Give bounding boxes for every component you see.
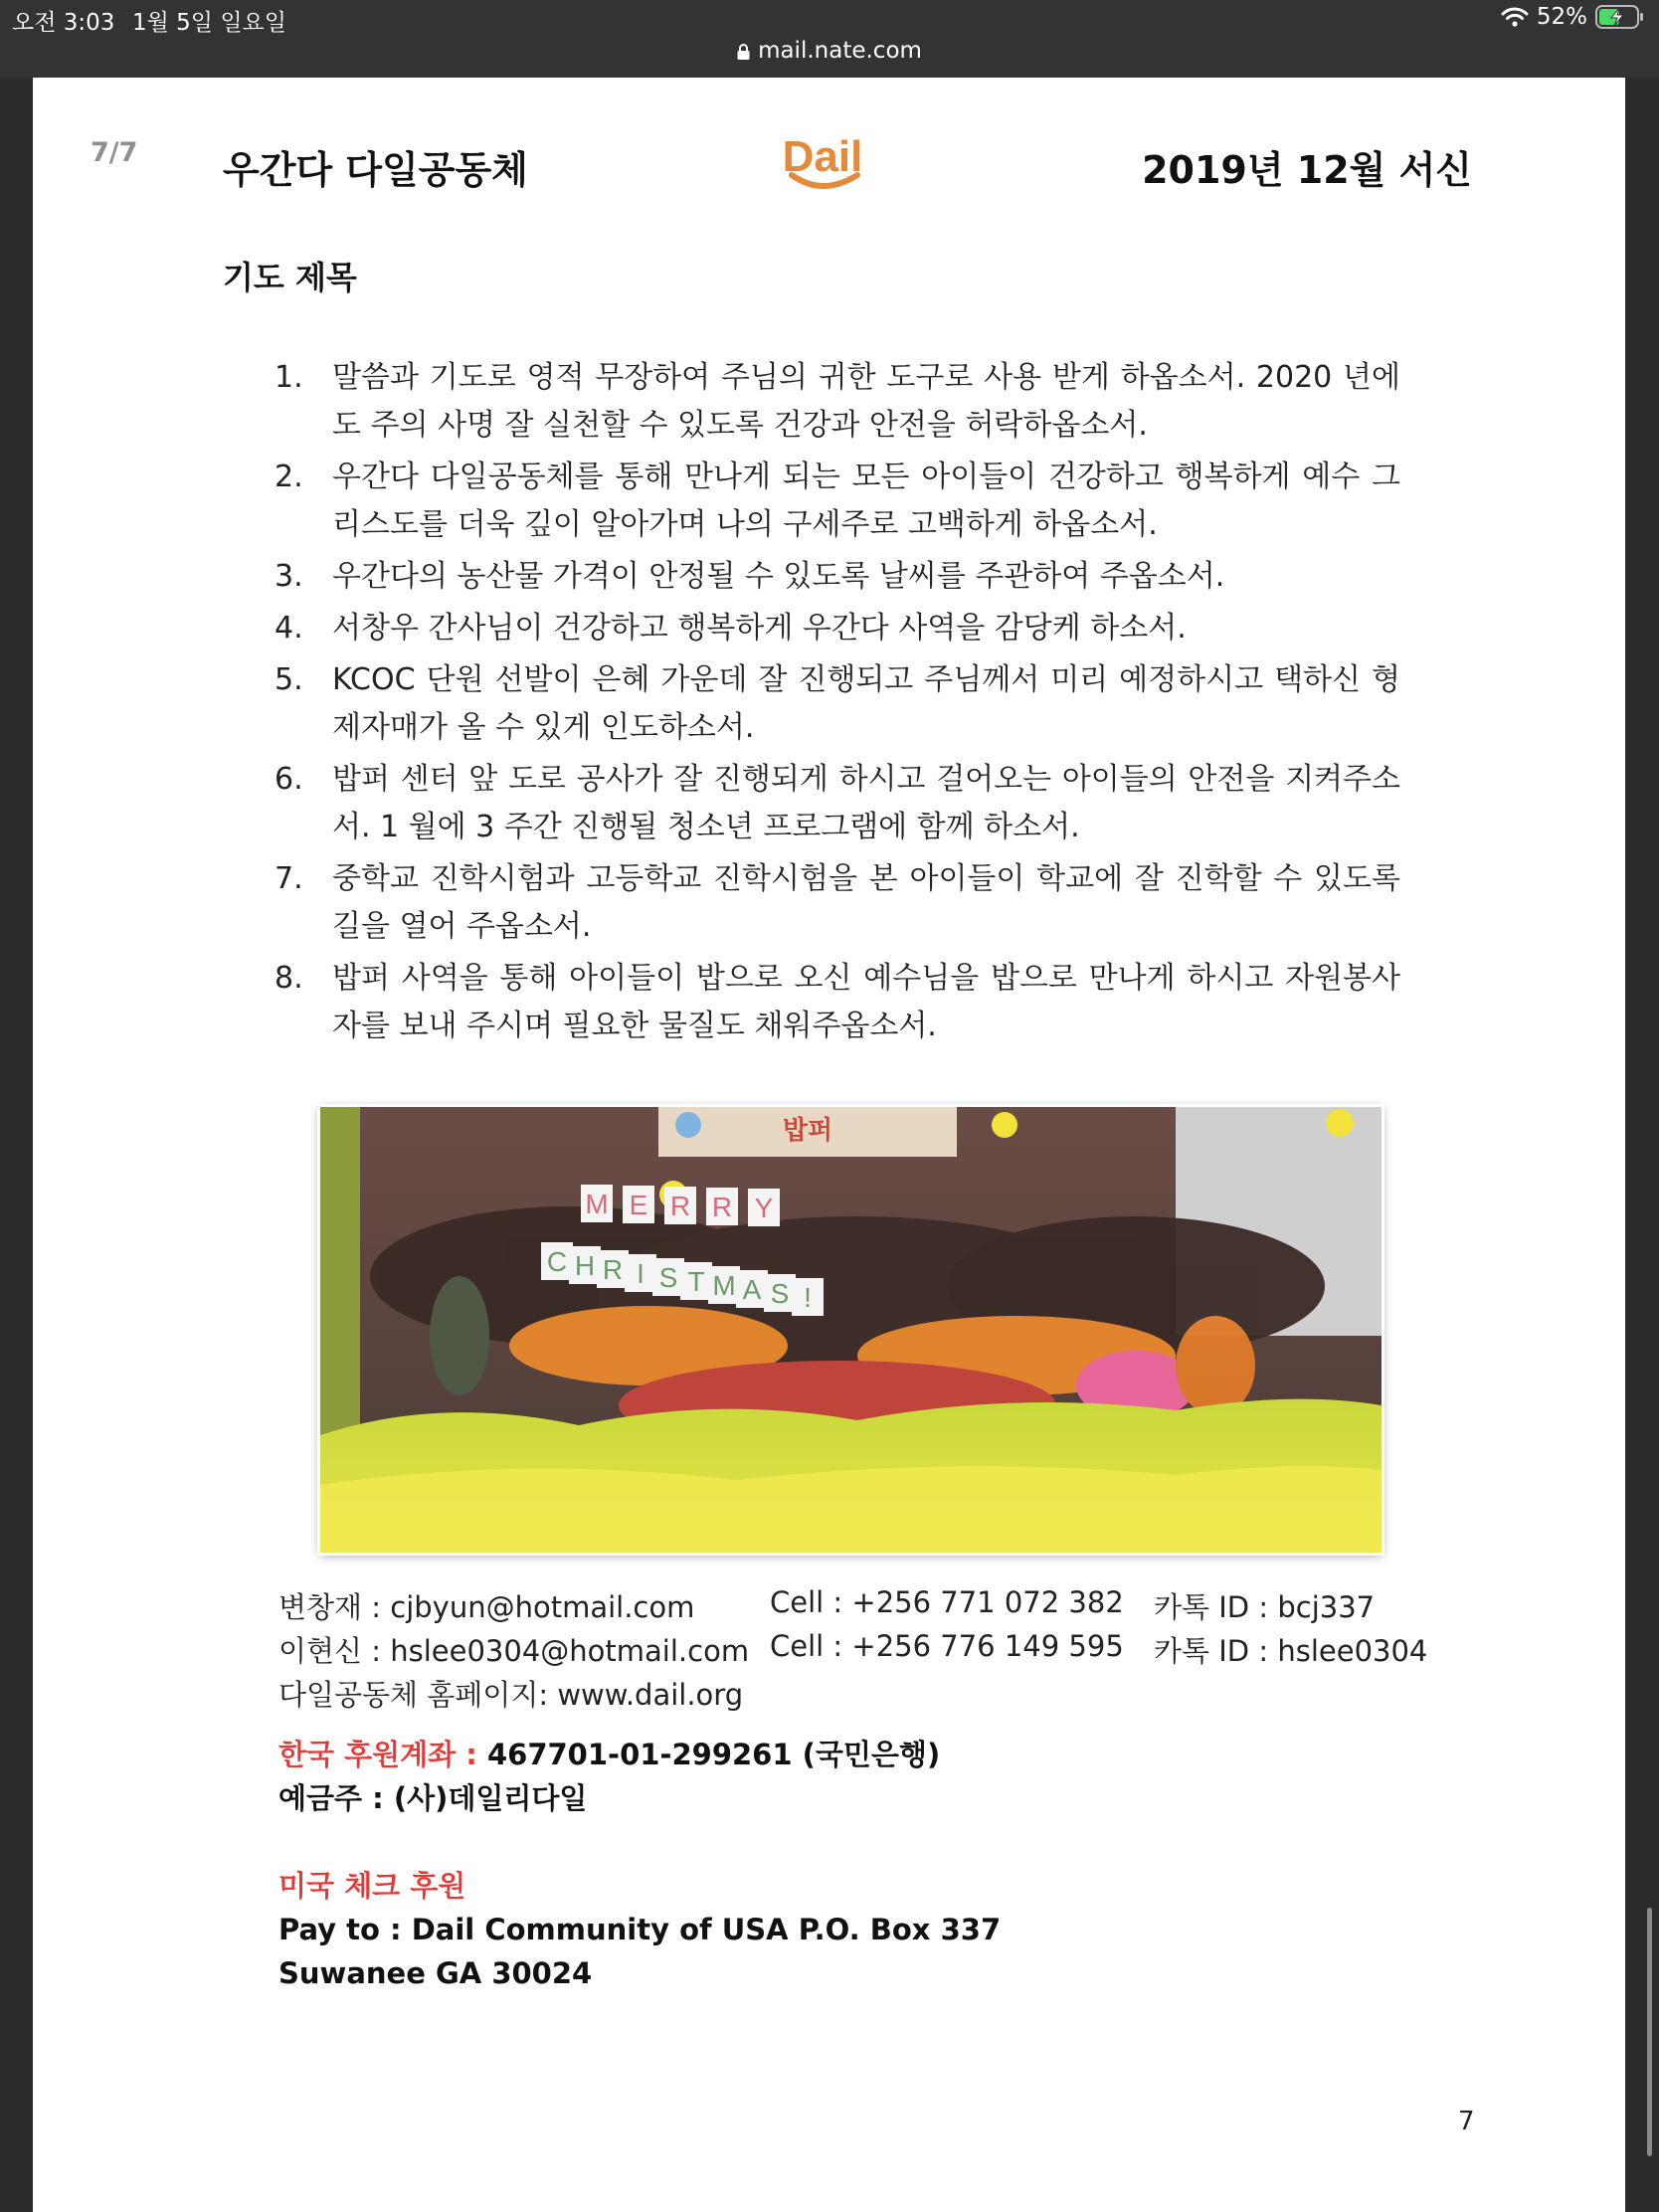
merry-letter-cards [581,1185,780,1226]
letter-card-text: C [546,1246,568,1277]
prayer-text: KCOC 단원 선발이 은혜 가운데 잘 진행되고 주님께서 미리 예정하시고 택하신 형제자매가 올 수 있게 인도하소서. [332,662,1400,745]
prayer-number: 4. [275,611,303,645]
korea-account-number: 467701-01-299261 (국민은행) [476,1738,941,1771]
prayer-text: 서창우 간사님이 건강하고 행복하게 우간다 사역을 감당케 하소서. [332,611,1187,645]
contact-kakao-id: 카톡 ID : bcj337 [1154,1590,1376,1624]
letter-card-text: M [712,1270,736,1301]
battery-charging-icon [1595,5,1645,29]
letter-card-text: ! [804,1282,812,1313]
header-organization: 우간다 다일공동체 [223,148,528,192]
donation-info [278,1733,1001,1995]
status-indicators [1501,4,1645,30]
letter-card-text: Y [754,1193,774,1223]
page-indicator: 7/7 [91,137,138,168]
contact-email: 변창재 : cjbyun@hotmail.com [278,1590,695,1624]
lock-icon [737,44,750,60]
dail-logo [768,125,877,201]
photo-banner-text: 밥퍼 [782,1116,833,1146]
header-date: 2019년 12월 서신 [1142,148,1472,192]
prayer-number: 6. [275,762,303,797]
status-date: 1월 5일 일요일 [132,10,286,36]
contact-kakao-id: 카톡 ID : hslee0304 [1154,1634,1428,1668]
usa-check-label: 미국 체크 후원 [278,1869,466,1903]
letter-card-text: R [602,1254,624,1285]
prayer-list [275,354,1400,1054]
page-number: 7 [1458,2107,1475,2136]
letter-card-text: R [669,1191,691,1221]
prayer-text: 우간다의 농산물 가격이 안정될 수 있도록 날씨를 주관하여 주옵소서. [332,559,1225,594]
letter-card-text: T [687,1266,705,1297]
christmas-group-photo [320,1107,1382,1553]
prayer-number: 8. [275,961,303,996]
prayer-text: 밥퍼 센터 앞 도로 공사가 잘 진행되게 하시고 걸어오는 아이들의 안전을 지켜주소서. 1 월에 3 주간 진행될 청소년 프로그램에 함께 하소서. [332,762,1400,844]
logo-text: Dail [782,132,863,181]
scrollbar[interactable] [1647,1908,1652,2156]
letter-card-text: H [574,1250,596,1281]
battery-percent: 52% [1536,4,1587,30]
address-bar[interactable] [0,38,1659,64]
prayer-text: 우간다 다일공동체를 통해 만나게 되는 모든 아이들이 건강하고 행복하게 예수 그리스도를 더욱 깊이 알아가며 나의 구세주로 고백하게 하옵소서. [332,460,1400,542]
prayer-text: 중학교 진학시험과 고등학교 진학시험을 본 아이들이 학교에 잘 진학할 수 있도록 길을 열어 주옵소서. [332,861,1400,944]
prayer-number: 3. [275,559,303,594]
letter-card-text: S [770,1278,790,1309]
prayer-item [275,454,1400,549]
prayer-number: 2. [275,460,303,494]
contact-cell: Cell : +256 776 149 595 [770,1629,1124,1663]
contact-email: 이현신 : hslee0304@hotmail.com [278,1634,750,1668]
prayer-item [275,354,1400,450]
letter-card-text: R [711,1192,733,1222]
prayer-text: 말씀과 기도로 영적 무장하여 주님의 귀한 도구로 사용 받게 하옵소서. 2020 년에도 주의 사명 잘 실천할 수 있도록 건강과 안전을 허락하옵소서. [332,360,1400,443]
letter-card-text: A [742,1274,762,1305]
url-text: mail.nate.com [758,38,922,64]
letter-card-text: M [585,1189,609,1219]
contact-cell: Cell : +256 771 072 382 [770,1585,1124,1619]
prayer-item [275,656,1400,752]
status-time: 오전 3:03 [12,10,115,36]
korea-account-line [278,1733,1001,1776]
prayer-item [275,756,1400,851]
account-holder: 예금주 : (사)데일리다일 [278,1781,588,1815]
mailing-address: Suwanee GA 30024 [278,1956,593,1990]
prayer-number: 1. [275,360,303,395]
homepage-line: 다일공동체 홈페이지: www.dail.org [278,1678,744,1712]
prayer-number: 5. [275,662,303,697]
prayer-number: 7. [275,861,303,896]
korea-account-label: 한국 후원계좌 : [278,1738,477,1771]
prayer-item [275,955,1400,1050]
letter-card-text: I [637,1258,645,1289]
letter-card-text: S [658,1262,678,1293]
prayer-text: 밥퍼 사역을 통해 아이들이 밥으로 오신 예수님을 밥으로 만나게 하시고 자원봉사자를 보내 주시며 필요한 물질도 채워주옵소서. [332,961,1400,1043]
status-bar [0,0,1659,78]
wifi-icon [1501,7,1529,27]
pay-to-line: Pay to : Dail Community of USA P.O. Box 337 [278,1913,1002,1946]
prayer-item [275,553,1400,601]
section-title: 기도 제목 [223,259,357,296]
prayer-item [275,855,1400,951]
prayer-item [275,605,1400,652]
letter-card-text: E [629,1190,648,1220]
